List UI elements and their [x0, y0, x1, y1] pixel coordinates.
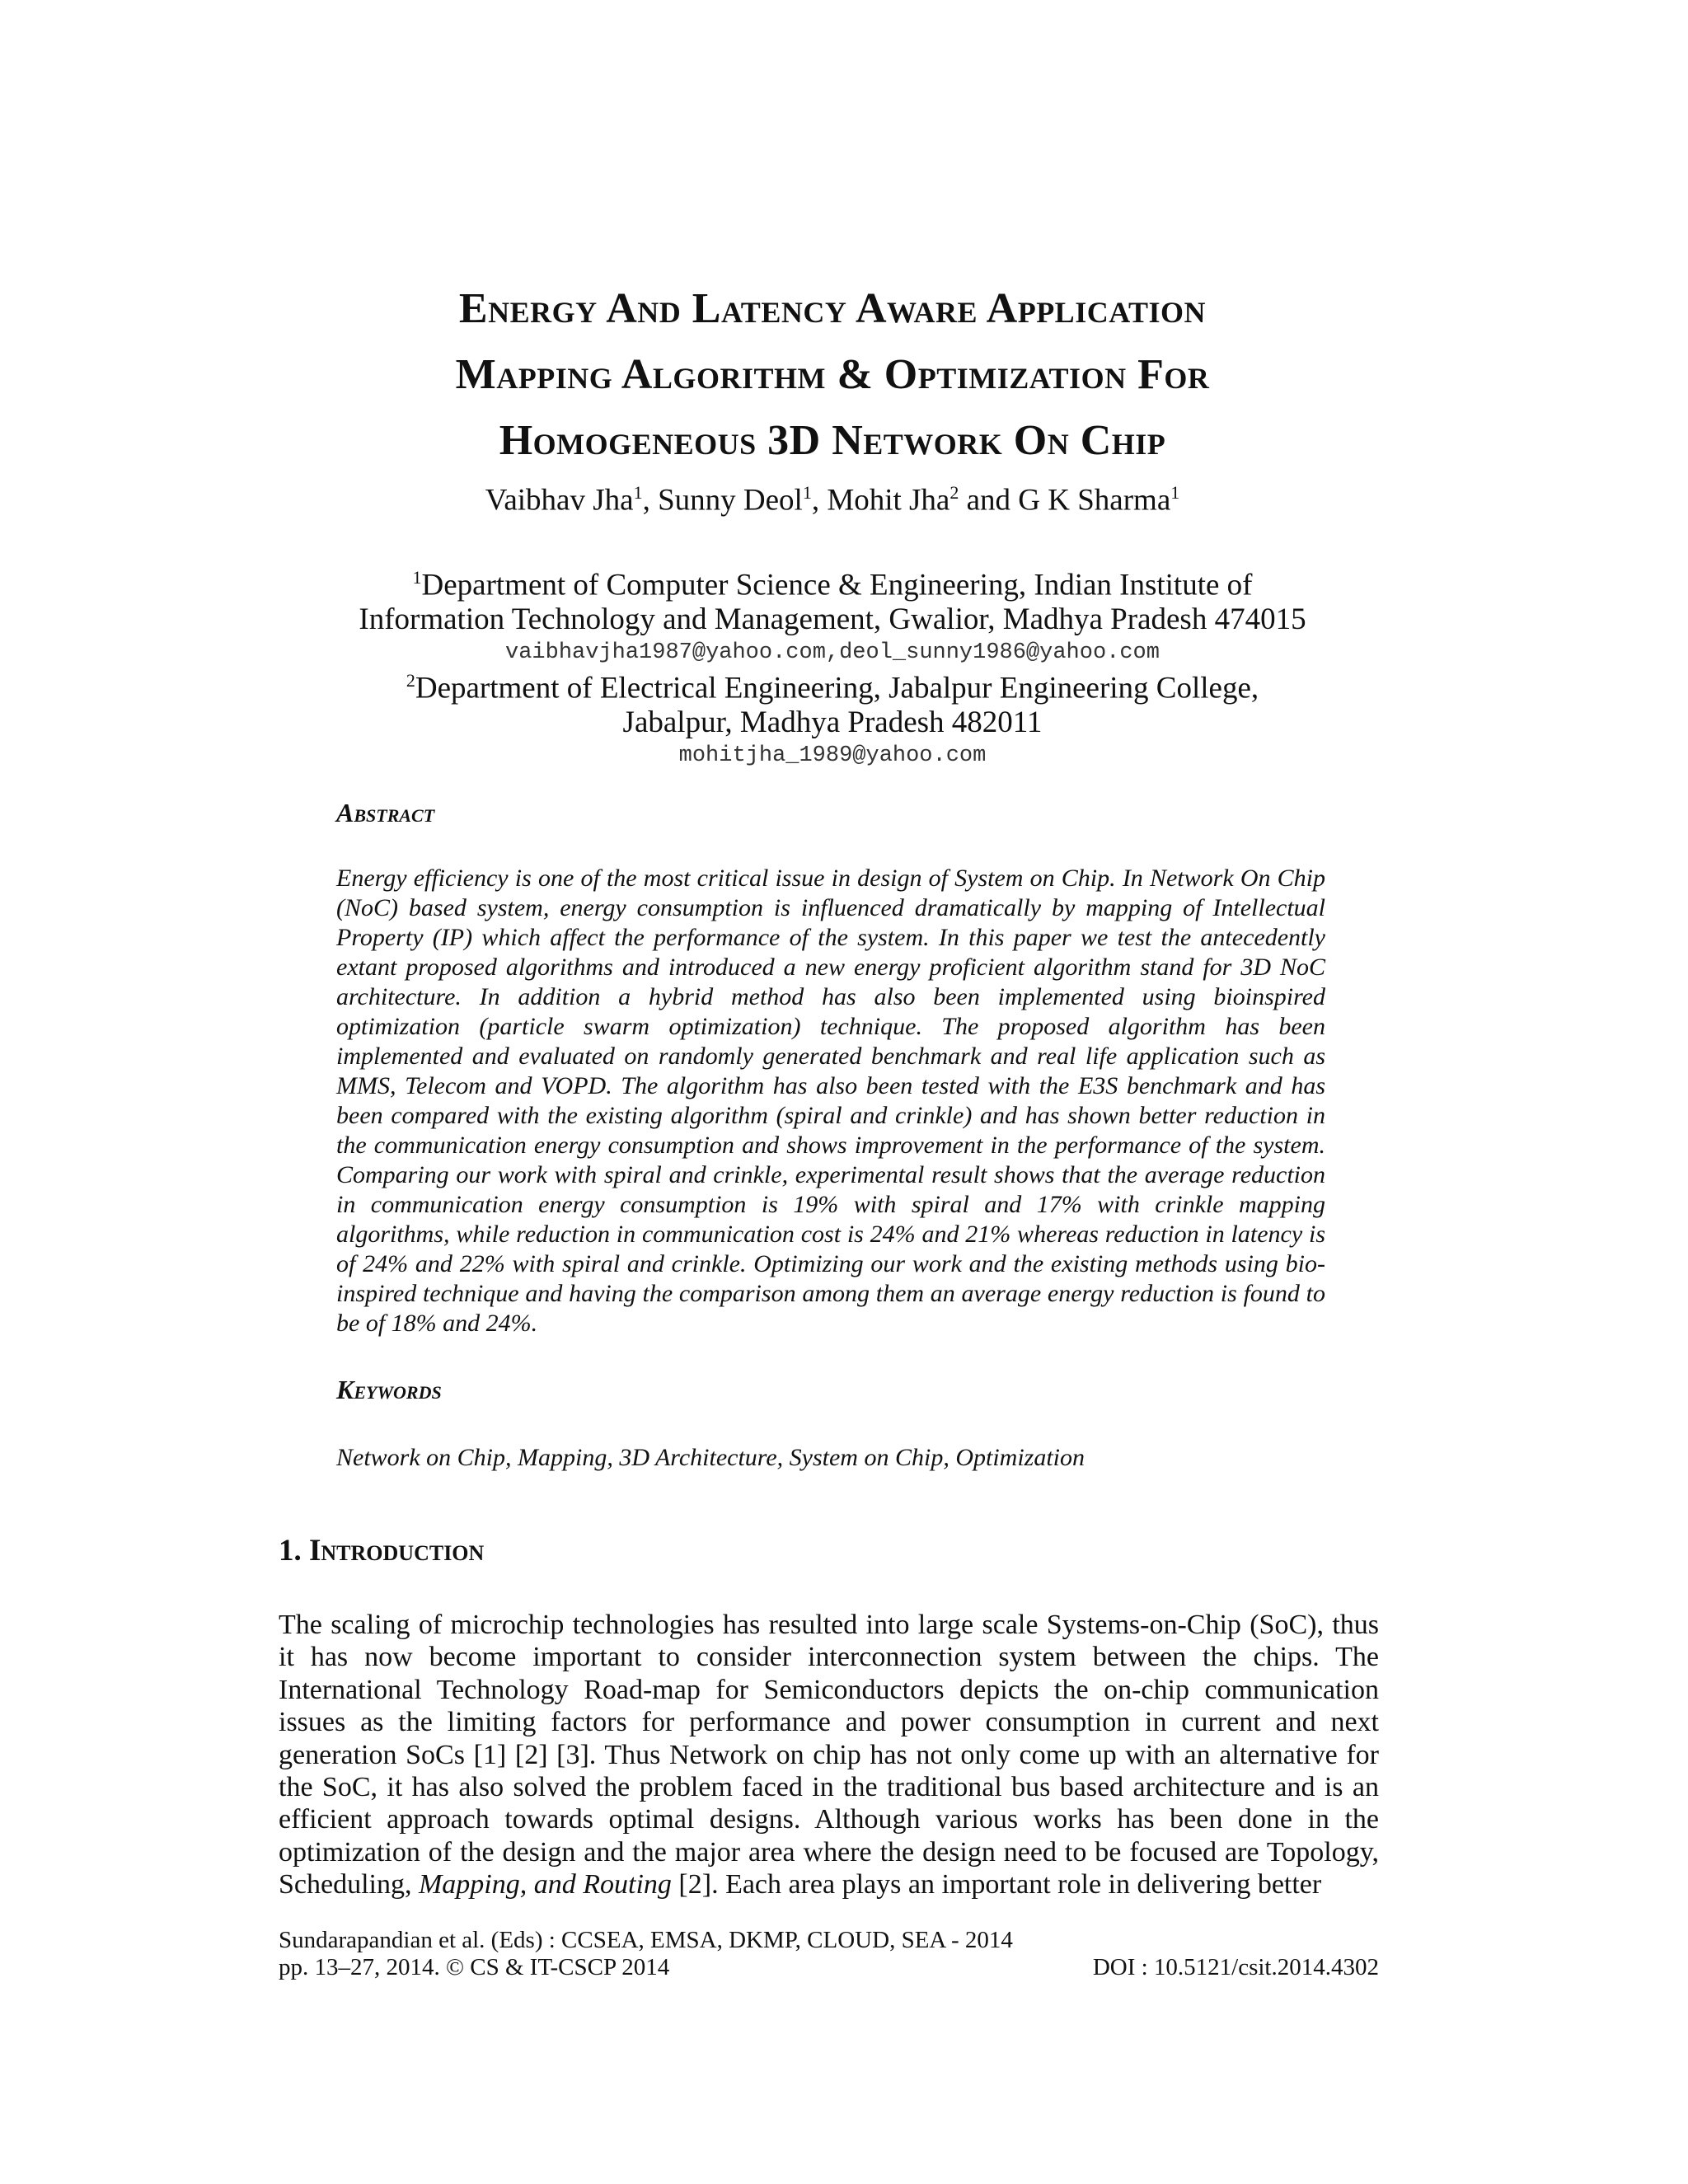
affiliation-2-line-1: Department of Electrical Engineering, Jabalpur Engineering College,: [415, 671, 1259, 705]
introduction-text-italic: Mapping, and Routing: [418, 1869, 672, 1900]
affiliation-2-line-2: Jabalpur, Madhya Pradesh 482011: [622, 705, 1043, 740]
footer-proceedings: Sundarapandian et al. (Eds) : CCSEA, EMSA, DKMP, CLOUD, SEA - 2014: [279, 1927, 1013, 1953]
title-line-2: Mapping Algorithm & Optimization For: [455, 351, 1210, 398]
affiliation-1: [247, 560, 1418, 668]
affiliation-mark: 2: [950, 482, 959, 503]
introduction-text-part-2: [2]. Each area plays an important role in delivering better: [671, 1869, 1322, 1900]
affiliation-mark: 1: [802, 482, 812, 503]
author-separator: and: [959, 483, 1019, 518]
author-name: Sunny Deol: [658, 483, 803, 518]
affiliation-mark: 1: [633, 482, 643, 503]
footer-pages: pp. 13–27, 2014. © CS & IT-CSCP 2014: [279, 1954, 670, 1980]
footer-doi: DOI : 10.5121/csit.2014.4302: [1092, 1954, 1379, 1980]
abstract-heading: Abstract: [336, 798, 435, 827]
author-name: Mohit Jha: [827, 483, 950, 518]
affiliation-mark: 2: [406, 670, 415, 691]
keywords-text: Network on Chip, Mapping, 3D Architecture, System on Chip, Optimization: [336, 1444, 1085, 1471]
affiliation-2-email: mohitjha_1989@yahoo.com: [678, 743, 987, 769]
paper-title: [247, 276, 1418, 474]
introduction-paragraph: [279, 1609, 1379, 1901]
title-line-3: Homogeneous 3D Network On Chip: [499, 417, 1166, 464]
author-name: Vaibhav Jha: [485, 483, 634, 518]
author-name: G K Sharma: [1018, 483, 1171, 518]
introduction-text-part-1: The scaling of microchip technologies has resulted into large scale Systems-on-Chip (SoC), thus it has now become important to consider interconnection system between the chips. The International Technology Road-map for Semiconductors depicts the on-chip communication issues as the limiting factors for performance and power consumption in current and next generation SoCs [1] [2] [3]. Thus Network on chip has not only come up with an alternative for the SoC, it has also solved the problem faced in the traditional bus based architecture and is an efficient approach towards optimal designs. Although various works has been done in the optimization of the design and the major area where the design need to be focused are Topology, Scheduling,: [279, 1610, 1379, 1900]
affiliation-1-email: vaibhavjha1987@yahoo.com,deol_sunny1986@yahoo.com: [505, 640, 1160, 666]
title-line-1: Energy And Latency Aware Application: [458, 285, 1207, 332]
affiliation-1-line-1: Department of Computer Science & Engineering, Indian Institute of: [421, 568, 1253, 602]
author-separator: ,: [811, 483, 828, 518]
page-footer: [279, 1927, 1379, 1981]
affiliation-mark: 1: [412, 567, 422, 588]
affiliation-2: [247, 663, 1418, 771]
author-list: [247, 482, 1418, 518]
affiliation-1-line-2: Information Technology and Management, Gwalior, Madhya Pradesh 474015: [359, 602, 1306, 637]
introduction-heading: 1. Introduction: [279, 1534, 485, 1568]
abstract-body: [336, 864, 1325, 1338]
abstract-text: Energy efficiency is one of the most critical issue in design of System on Chip. In Network On Chip (NoC) based system, energy consumption is influenced dramatically by mapping of Intellectual Property (IP) which affect the performance of the system. In this paper we test the antecedently extant proposed algorithms and introduced a new energy proficient algorithm stand for 3D NoC architecture. In addition a hybrid method has also been implemented using bioinspired optimization (particle swarm optimization) technique. The proposed algorithm has been implemented and evaluated on randomly generated benchmark and real life application such as MMS, Telecom and VOPD. The algorithm has also been tested with the E3S benchmark and has been compared with the existing algorithm (spiral and crinkle) and has shown better reduction in the communication energy consumption and shows improvement in the performance of the system. Comparing our work with spiral and crinkle, experimental result shows that the average reduction in communication energy consumption is 19% with spiral and 17% with crinkle mapping algorithms, while reduction in communication cost is 24% and 21% whereas reduction in latency is of 24% and 22% with spiral and crinkle. Optimizing our work and the existing methods using bio-inspired technique and having the comparison among them an average energy reduction is found to be of 18% and 24%.: [336, 865, 1325, 1337]
keywords-heading: Keywords: [336, 1375, 442, 1404]
introduction-body: [279, 1609, 1379, 1901]
affiliation-mark: 1: [1170, 482, 1180, 503]
author-separator: ,: [642, 483, 659, 518]
